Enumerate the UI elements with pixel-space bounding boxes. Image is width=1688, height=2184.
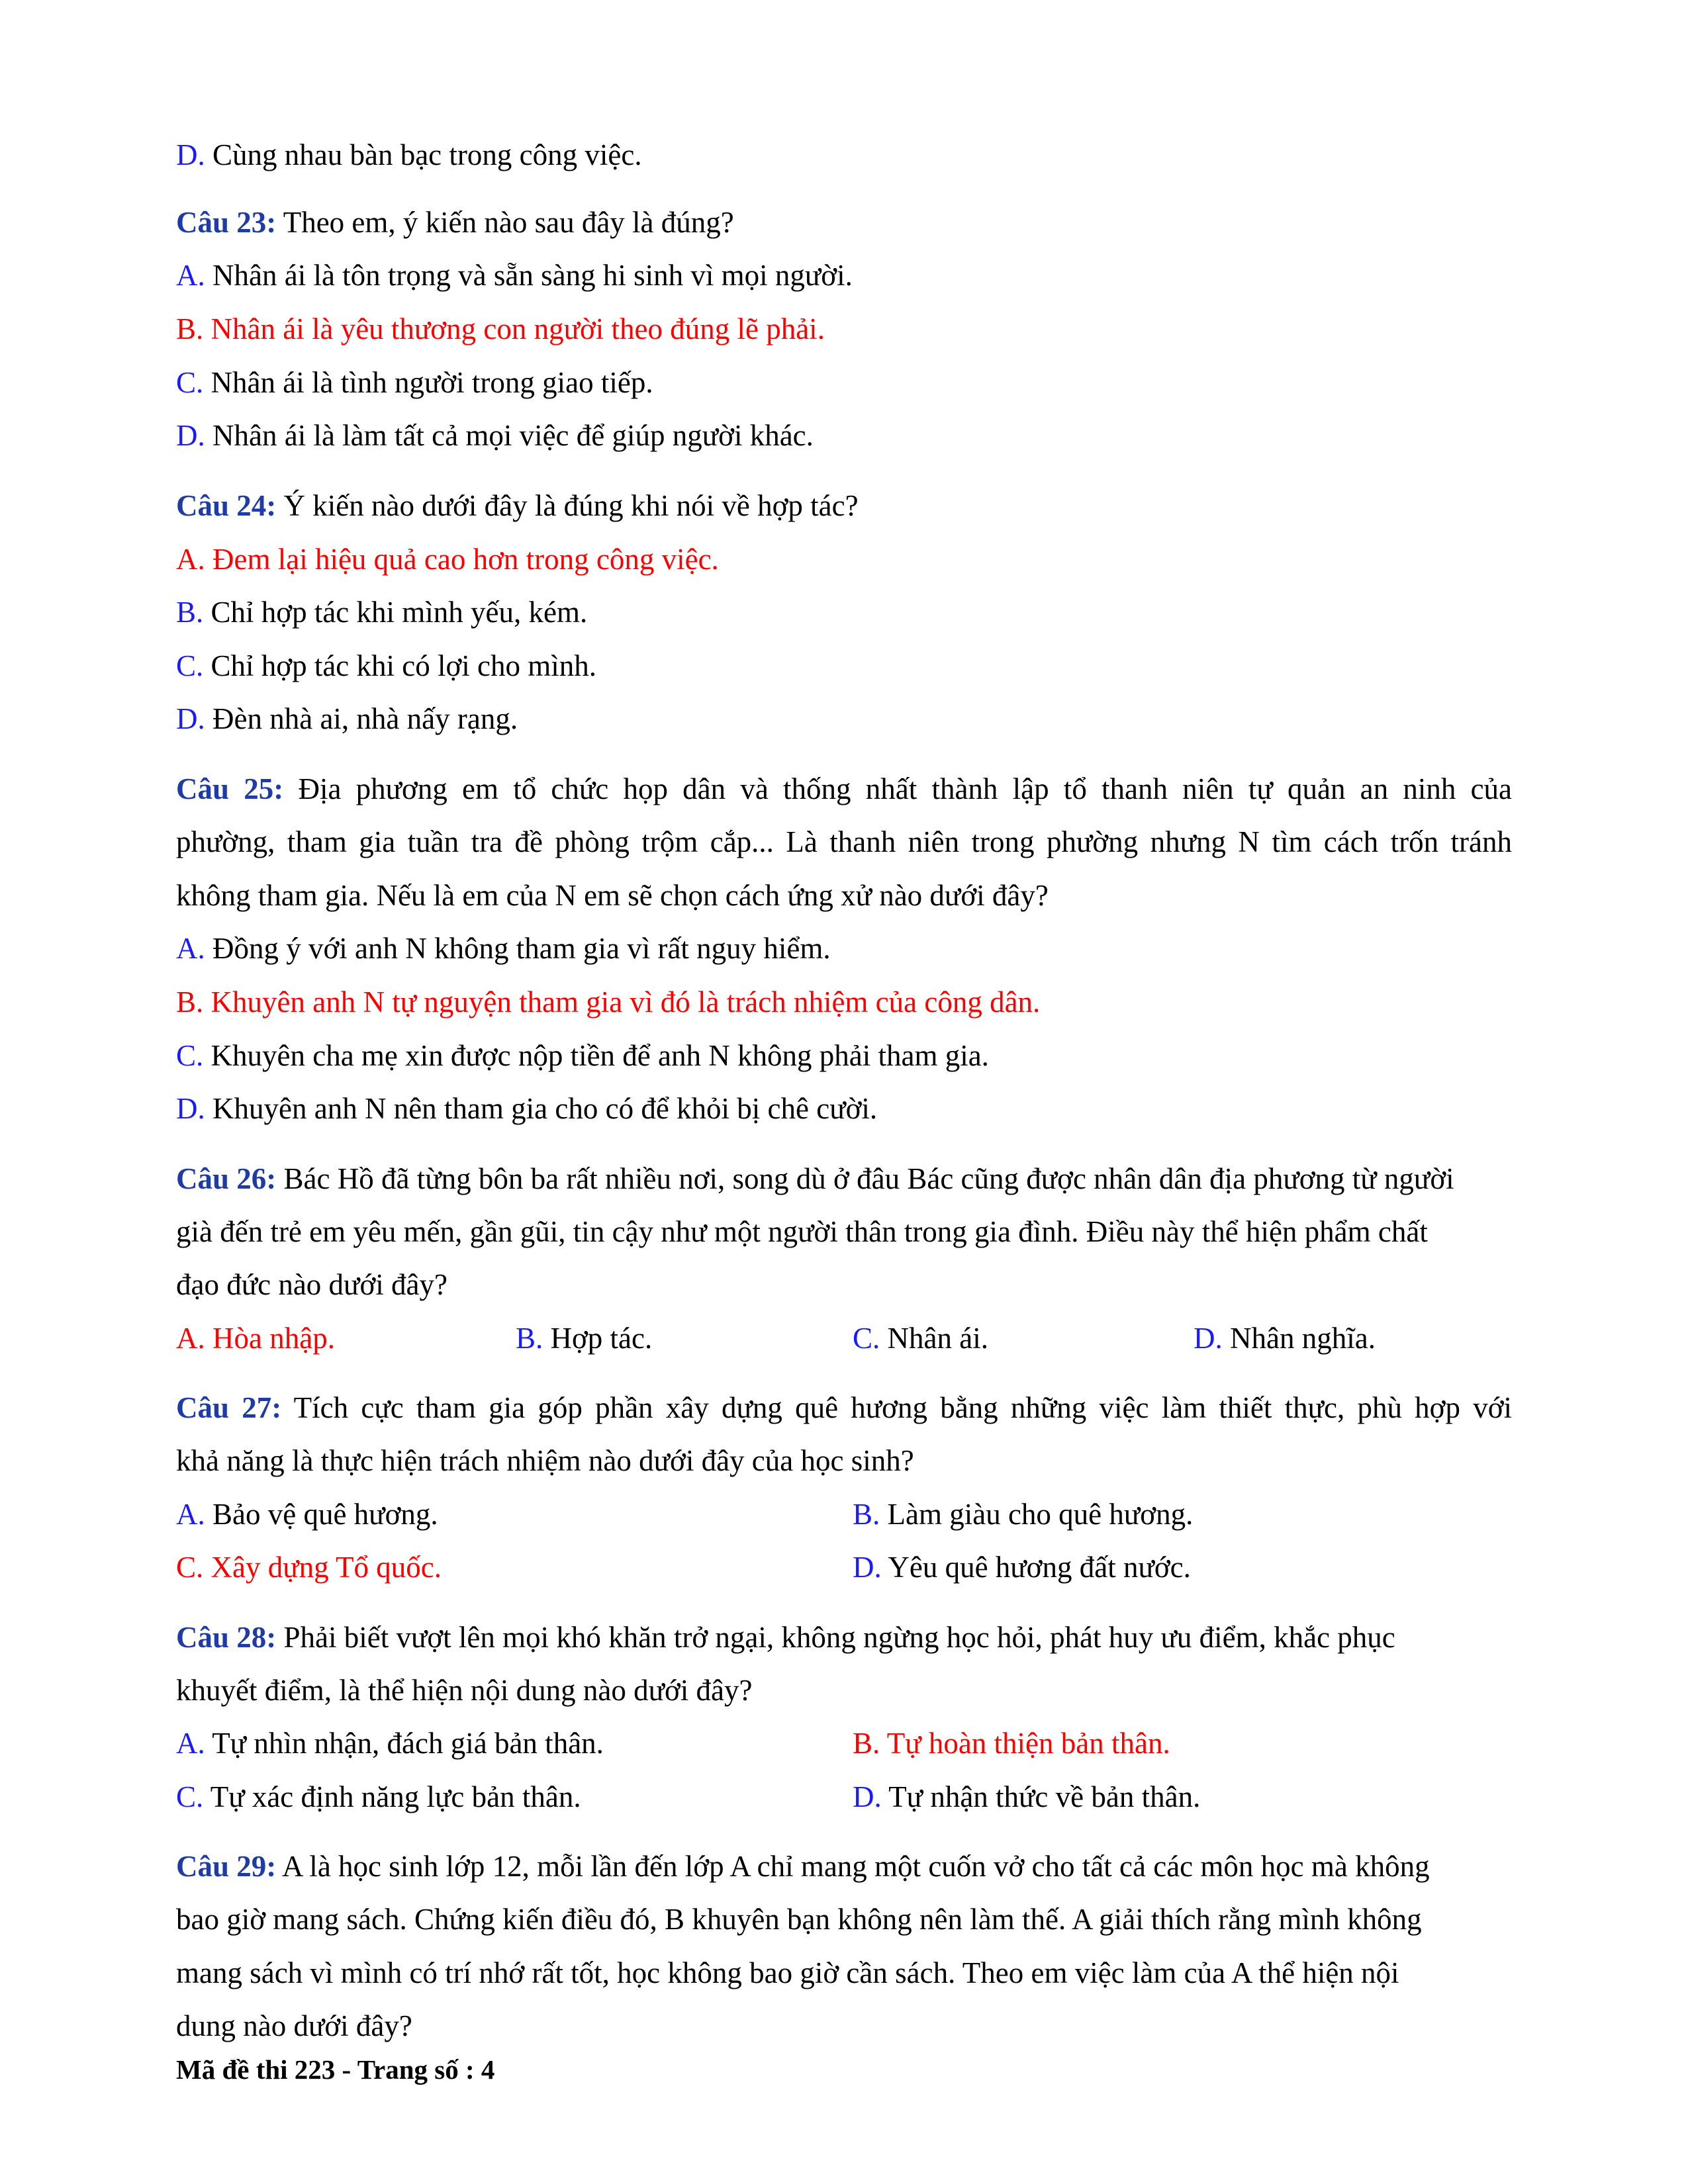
option-text: Đồng ý với anh N không tham gia vì rất nguy hiểm. — [212, 932, 831, 965]
option-letter: A. — [176, 932, 205, 965]
question-27-stem-line-2: khả năng là thực hiện trách nhiệm nào dưới đây của học sinh? — [176, 1444, 914, 1477]
question-text: Tích cực tham gia góp phần xây dựng quê hương bằng những việc làm thiết thực, phù hợp với — [293, 1391, 1513, 1424]
option-text: Tự xác định năng lực bản thân. — [210, 1780, 581, 1813]
option-letter: A. — [176, 1322, 205, 1355]
q24-option-c — [176, 646, 596, 686]
option-text: Đèn nhà ai, nhà nấy rạng. — [212, 702, 518, 735]
option-letter: C. — [176, 1551, 204, 1584]
question-label: Câu 25: — [176, 772, 284, 805]
question-label: Câu 26: — [176, 1162, 277, 1195]
option-letter: D. — [176, 138, 205, 171]
option-text: Tự nhận thức về bản thân. — [888, 1780, 1201, 1813]
question-text: Theo em, ý kiến nào sau đây là đúng? — [283, 206, 734, 239]
question-label: Câu 29: — [176, 1850, 277, 1883]
question-text: Địa phương em tổ chức họp dân và thống nhất thành lập tổ thanh niên tự quản an ninh của — [298, 772, 1513, 805]
q27-option-a — [176, 1494, 438, 1534]
question-24-stem — [176, 486, 859, 525]
option-text: Nhân ái là tôn trọng và sẵn sàng hi sinh vì mọi người. — [212, 259, 853, 292]
option-letter: D. — [1194, 1322, 1223, 1355]
q23-option-d — [176, 416, 814, 455]
question-label: Câu 28: — [176, 1621, 277, 1654]
question-25-stem-line-3: không tham gia. Nếu là em của N em sẽ chọn cách ứng xử nào dưới đây? — [176, 879, 1049, 912]
option-text: Làm giàu cho quê hương. — [887, 1498, 1194, 1531]
option-text: Khuyên cha mẹ xin được nộp tiền để anh N không phải tham gia. — [211, 1039, 989, 1072]
prev-option-d — [176, 135, 642, 175]
option-letter: D. — [853, 1780, 882, 1813]
option-letter: D. — [853, 1551, 882, 1584]
option-text: Đem lại hiệu quả cao hơn trong công việc. — [212, 543, 719, 576]
question-text: A là học sinh lớp 12, mỗi lần đến lớp A chỉ mang một cuốn vở cho tất cả các môn học mà không — [282, 1850, 1430, 1883]
question-label: Câu 27: — [176, 1391, 282, 1424]
q26-option-c — [853, 1318, 988, 1358]
option-text: Xây dựng Tổ quốc. — [211, 1551, 442, 1584]
q26-option-a-correct — [176, 1318, 335, 1358]
q25-option-d — [176, 1089, 877, 1128]
q23-option-a — [176, 255, 853, 295]
question-text: Bác Hồ đã từng bôn ba rất nhiều nơi, song dù ở đâu Bác cũng được nhân dân địa phương từ người — [283, 1162, 1454, 1195]
question-29-stem-line-2: bao giờ mang sách. Chứng kiến điều đó, B khuyên bạn không nên làm thế. A giải thích rằng mình không — [176, 1903, 1422, 1936]
option-letter: C. — [853, 1322, 880, 1355]
option-letter: D. — [176, 1092, 205, 1125]
option-letter: B. — [853, 1727, 880, 1760]
option-text: Nhân ái là làm tất cả mọi việc để giúp người khác. — [212, 419, 814, 452]
option-letter: C. — [176, 366, 204, 399]
question-26-stem-line-1 — [176, 1159, 1454, 1199]
q28-option-b-correct — [853, 1723, 1170, 1763]
option-letter: C. — [176, 1039, 204, 1072]
option-letter: A. — [176, 1498, 205, 1531]
question-text: Phải biết vượt lên mọi khó khăn trở ngại, không ngừng học hỏi, phát huy ưu điểm, khắc phục — [283, 1621, 1395, 1654]
q24-option-d — [176, 699, 518, 739]
option-letter: C. — [176, 649, 204, 682]
option-text: Hợp tác. — [550, 1322, 653, 1355]
page-footer: Mã đề thi 223 - Trang số : 4 — [176, 2054, 495, 2085]
question-23-stem — [176, 203, 734, 242]
q25-option-c — [176, 1036, 989, 1075]
question-27-stem-line-1 — [176, 1388, 1512, 1428]
option-letter: D. — [176, 702, 205, 735]
option-letter: B. — [516, 1322, 543, 1355]
question-text: Ý kiến nào dưới đây là đúng khi nói về hợp tác? — [283, 489, 859, 522]
option-text: Hòa nhập. — [212, 1322, 335, 1355]
option-letter: C. — [176, 1780, 204, 1813]
option-text: Nhân ái là yêu thương con người theo đúng lẽ phải. — [211, 312, 825, 345]
question-29-stem-line-1 — [176, 1846, 1430, 1886]
question-28-stem-line-1 — [176, 1617, 1395, 1657]
option-text: Nhân nghĩa. — [1230, 1322, 1376, 1355]
option-text: Khuyên anh N nên tham gia cho có để khỏi bị chê cười. — [212, 1092, 878, 1125]
option-letter: A. — [176, 1727, 205, 1760]
q26-option-b — [516, 1318, 652, 1358]
option-letter: B. — [176, 312, 204, 345]
question-26-stem-line-2: già đến trẻ em yêu mến, gần gũi, tin cậy như một người thân trong gia đình. Điều này thể hiện phẩm chất — [176, 1215, 1428, 1248]
question-26-stem-line-3: đạo đức nào dưới đây? — [176, 1268, 447, 1301]
q24-option-a-correct — [176, 539, 719, 579]
question-28-stem-line-2: khuyết điểm, là thể hiện nội dung nào dưới đây? — [176, 1674, 753, 1707]
question-29-stem-line-3: mang sách vì mình có trí nhớ rất tốt, học không bao giờ cần sách. Theo em việc làm của A thể hiện nội — [176, 1956, 1399, 1989]
option-letter: B. — [853, 1498, 880, 1531]
q24-option-b — [176, 592, 587, 632]
option-text: Chỉ hợp tác khi mình yếu, kém. — [211, 596, 588, 629]
q27-option-d — [853, 1547, 1191, 1587]
q28-option-c — [176, 1777, 581, 1817]
option-text: Khuyên anh N tự nguyện tham gia vì đó là trách nhiệm của công dân. — [211, 985, 1041, 1019]
option-text: Tự nhìn nhận, đách giá bản thân. — [212, 1727, 604, 1760]
q25-option-a — [176, 929, 831, 968]
option-letter: B. — [176, 596, 204, 629]
option-text: Nhân ái. — [887, 1322, 988, 1355]
question-label: Câu 24: — [176, 489, 277, 522]
option-text: Cùng nhau bàn bạc trong công việc. — [212, 138, 642, 171]
option-letter: B. — [176, 985, 204, 1019]
q23-option-c — [176, 363, 653, 402]
q28-option-a — [176, 1723, 604, 1763]
option-text: Tự hoàn thiện bản thân. — [886, 1727, 1170, 1760]
option-text: Yêu quê hương đất nước. — [888, 1551, 1191, 1584]
q27-option-b — [853, 1494, 1193, 1534]
q25-option-b-correct — [176, 982, 1040, 1022]
option-text: Nhân ái là tình người trong giao tiếp. — [211, 366, 653, 399]
option-letter: A. — [176, 543, 205, 576]
option-text: Bảo vệ quê hương. — [212, 1498, 438, 1531]
question-29-stem-line-4: dung nào dưới đây? — [176, 2009, 412, 2042]
question-25-stem-line-1 — [176, 769, 1512, 809]
option-letter: A. — [176, 259, 205, 292]
q23-option-b-correct — [176, 309, 825, 349]
q27-option-c-correct — [176, 1547, 442, 1587]
q28-option-d — [853, 1777, 1200, 1817]
question-25-stem-line-2: phường, tham gia tuần tra đề phòng trộm cắp... Là thanh niên trong phường nhưng N tìm cách trốn tránh — [176, 825, 1512, 858]
option-letter: D. — [176, 419, 205, 452]
question-label: Câu 23: — [176, 206, 277, 239]
q26-option-d — [1194, 1318, 1376, 1358]
option-text: Chỉ hợp tác khi có lợi cho mình. — [211, 649, 597, 682]
